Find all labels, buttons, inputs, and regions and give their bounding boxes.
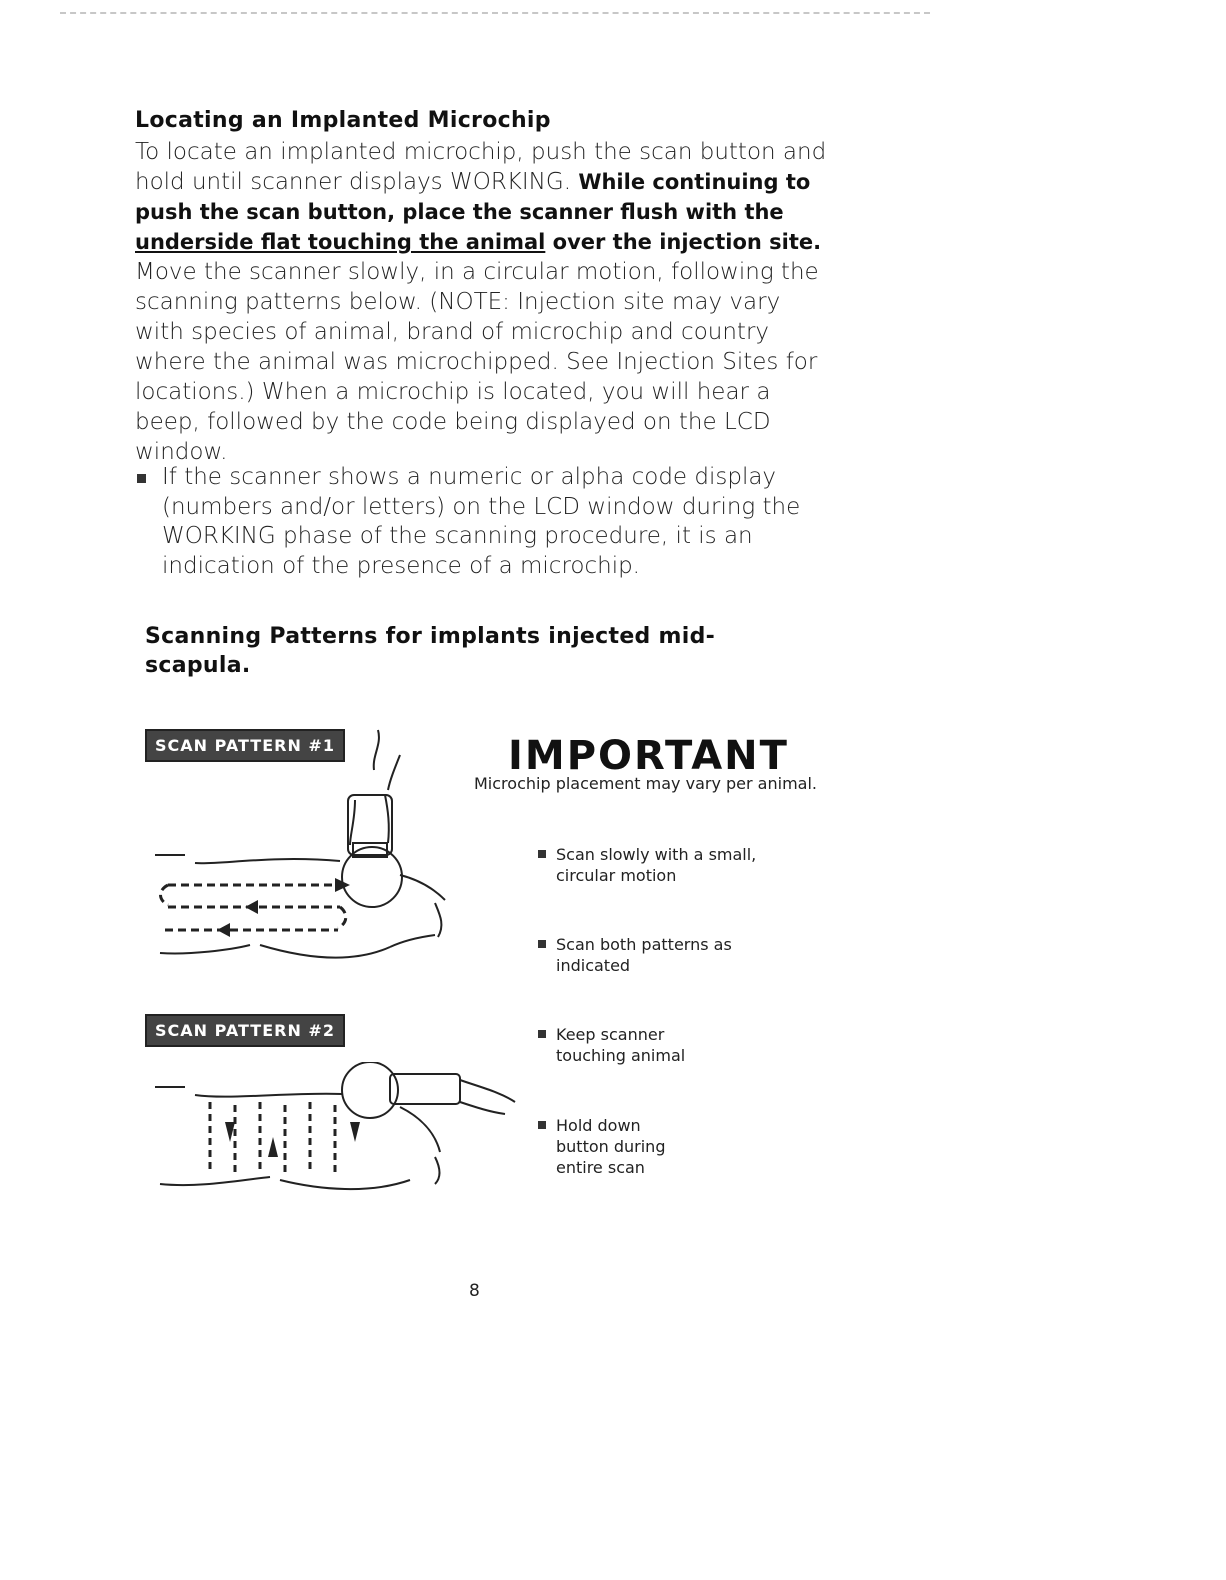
tip-item (538, 1024, 706, 1066)
page-number: 8 (469, 1281, 480, 1301)
patterns-heading: Scanning Patterns for implants injected mid-scapula. (145, 624, 716, 678)
intro-paragraph (135, 137, 835, 467)
tip-text: Scan slowly with a small, circular motion (556, 845, 757, 885)
tip-item (538, 1115, 676, 1178)
para-rest: Move the scanner slowly, in a circular motion, following the scanning patterns below. (NOTE: Injection site may vary with species of animal, brand of microchip and country where the animal was microchipped. See Injection Sites for locations.) When a microchip is located, you will hear a beep, followed by the code being displayed on the LCD window. (135, 259, 819, 465)
para-bold-2: over the injection site. (545, 230, 822, 254)
para-intro: To locate an implanted microchip, push the scan button and hold until scanner displays WORKING. (135, 139, 827, 195)
bullet-item (135, 463, 842, 581)
bullet-square-icon (538, 850, 546, 858)
important-subtitle: Microchip placement may vary per animal. (474, 774, 817, 793)
bullet-square-icon (137, 474, 146, 483)
scan-pattern-1-label: SCAN PATTERN #1 (145, 729, 345, 762)
scan-pattern-2-label: SCAN PATTERN #2 (145, 1014, 345, 1047)
para-bold-1: While continuing to push the scan button, place the scanner flush with the (135, 170, 811, 224)
bullet-square-icon (538, 1121, 546, 1129)
scan-artifact-line (60, 12, 930, 16)
scan-pattern-1-illustration (150, 725, 470, 970)
tip-text: Keep scanner touching animal (556, 1025, 686, 1065)
important-title: IMPORTANT (508, 733, 789, 779)
para-bold-underlined: underside flat touching the animal (135, 230, 546, 254)
scan-pattern-2-illustration (150, 1062, 530, 1197)
bullet-square-icon (538, 940, 546, 948)
tip-text: Scan both patterns as indicated (556, 935, 732, 975)
tip-item (538, 844, 786, 886)
tip-item (538, 934, 736, 976)
tip-text: Hold down button during entire scan (556, 1116, 666, 1177)
section-heading: Locating an Implanted Microchip (135, 108, 551, 133)
bullet-text: If the scanner shows a numeric or alpha code display (numbers and/or letters) on the LCD window during the WORKING phase of the scanning procedure, it is an indication of the presence of a microchip. (162, 464, 801, 579)
bullet-square-icon (538, 1030, 546, 1038)
